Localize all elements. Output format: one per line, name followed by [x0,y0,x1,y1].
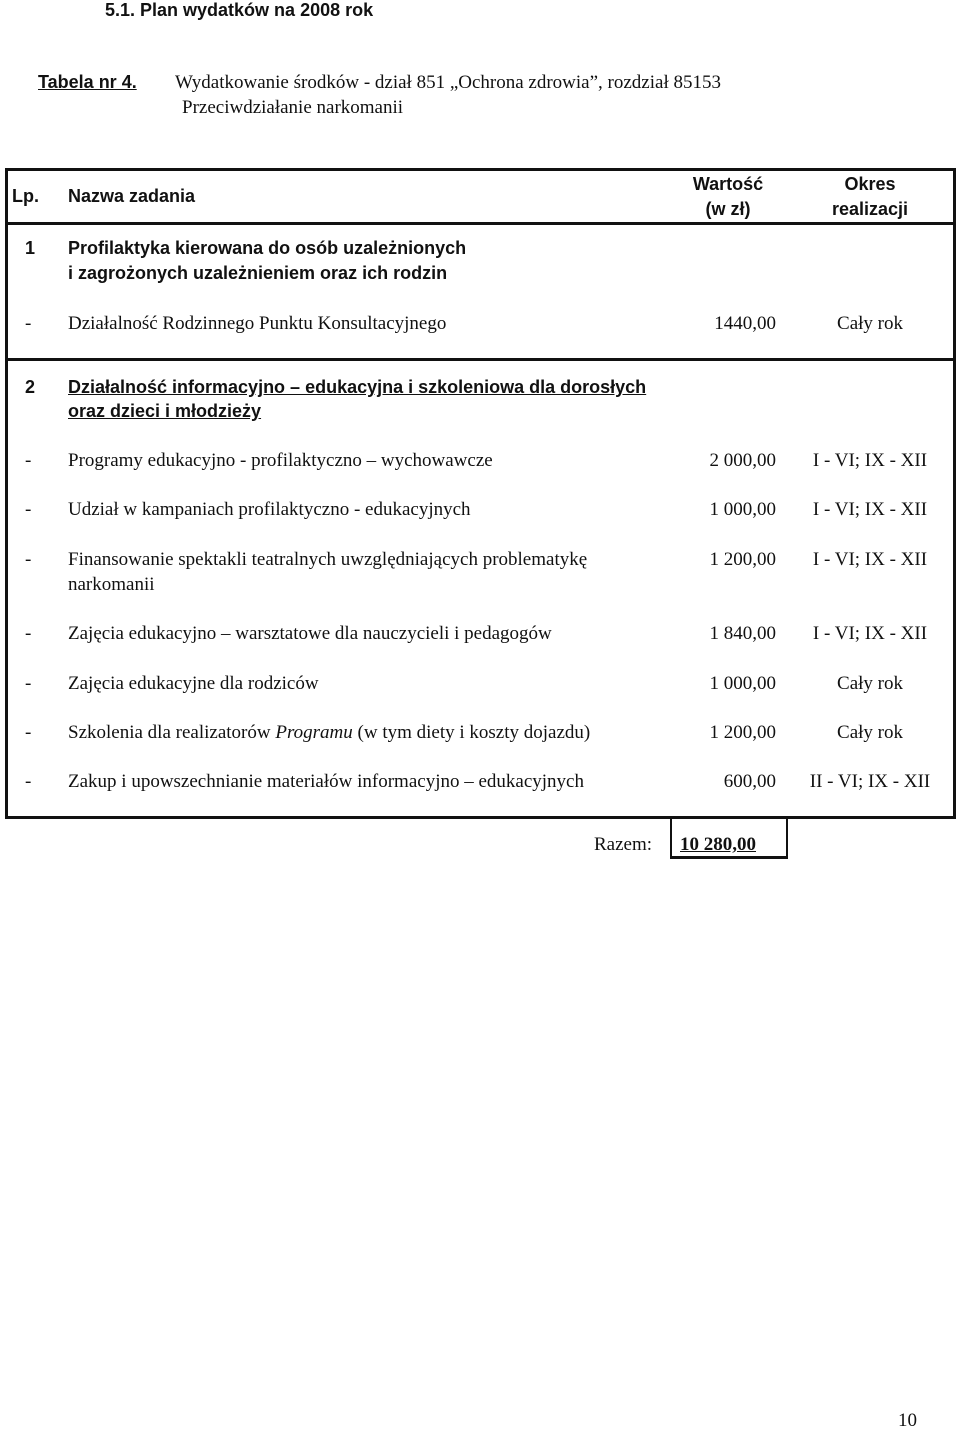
table-label: Tabela nr 4. [38,72,137,92]
page-number: 10 [898,1410,917,1431]
header-value-l1: Wartość [692,174,764,194]
table-left-border [5,168,8,819]
row-value: 2 000,00 [709,450,776,471]
row-name-part: (w tym diety i koszty dojazdu) [352,722,591,743]
row-name [68,722,590,744]
section1-title-l1: Profilaktyka kierowana do osób uzależnionych [68,238,467,258]
row-name: Udział w kampaniach profilaktyczno - edukacyjnych [68,499,471,520]
row-dash: - [25,499,32,520]
row-name: Działalność Rodzinnego Punktu Konsultacyjnego [68,313,447,334]
row-value: 600,00 [723,771,776,792]
table-bottom-border [5,816,956,819]
row-dash: - [25,549,32,570]
row-name-continuation: narkomanii [68,574,155,595]
row-value: 1 200,00 [709,549,776,570]
total-value: 10 280,00 [680,834,756,855]
table-caption-line2: Przeciwdziałanie narkomanii [182,97,404,118]
row-value: 1 000,00 [709,673,776,694]
row-period: Cały rok [837,673,903,694]
header-divider [5,222,956,225]
header-period-l1: Okres [844,174,896,194]
row-name: Zajęcia edukacyjno – warsztatowe dla nauczycieli i pedagogów [68,623,552,644]
row-name: Finansowanie spektakli teatralnych uwzględniających problematykę [68,549,588,570]
total-box-right [786,819,788,859]
row-period: Cały rok [837,722,903,743]
row-dash: - [25,623,32,644]
table-top-border [5,168,956,171]
row-dash: - [25,722,32,743]
total-box-bottom [670,856,788,859]
section1-number: 1 [25,238,36,258]
row-dash: - [25,450,32,471]
row-name: Zakup i upowszechnianie materiałów informacyjno – edukacyjnych [68,771,584,792]
row-period: I - VI; IX - XII [812,549,928,570]
table-caption-line1: Wydatkowanie środków - dział 851 „Ochrona zdrowia”, rozdział 85153 [175,72,721,93]
total-label: Razem: [594,834,653,855]
row-name-part: Szkolenia dla realizatorów [68,722,276,743]
row-period: Cały rok [837,313,903,334]
row-dash: - [25,313,32,334]
section2-number: 2 [25,377,36,397]
total-box-left [670,819,672,859]
section2-title-l1: Działalność informacyjno – edukacyjna i szkoleniowa dla dorosłych [68,377,647,397]
row-value: 1 000,00 [709,499,776,520]
header-lp: Lp. [12,186,39,206]
header-name: Nazwa zadania [68,186,196,206]
section2-title-l2: oraz dzieci i młodzieży [68,401,262,421]
header-value-l2: (w zł) [705,199,751,219]
header-period-l2: realizacji [831,199,909,219]
row-dash: - [25,673,32,694]
row-name: Programy edukacyjno - profilaktyczno – wychowawcze [68,450,493,471]
row-period: I - VI; IX - XII [812,499,928,520]
row-period: I - VI; IX - XII [812,623,928,644]
row-name-emphasis: Programu [275,722,353,743]
section1-title-l2: i zagrożonych uzależnieniem oraz ich rodzin [68,263,448,283]
row-value: 1 200,00 [709,722,776,743]
row-value: 1 840,00 [709,623,776,644]
row-period: I - VI; IX - XII [812,450,928,471]
section-divider [5,358,956,361]
section-title: 5.1. Plan wydatków na 2008 rok [105,0,374,20]
row-value: 1440,00 [714,313,776,334]
row-period: II - VI; IX - XII [809,771,931,792]
row-dash: - [25,771,32,792]
row-name: Zajęcia edukacyjne dla rodziców [68,673,319,694]
